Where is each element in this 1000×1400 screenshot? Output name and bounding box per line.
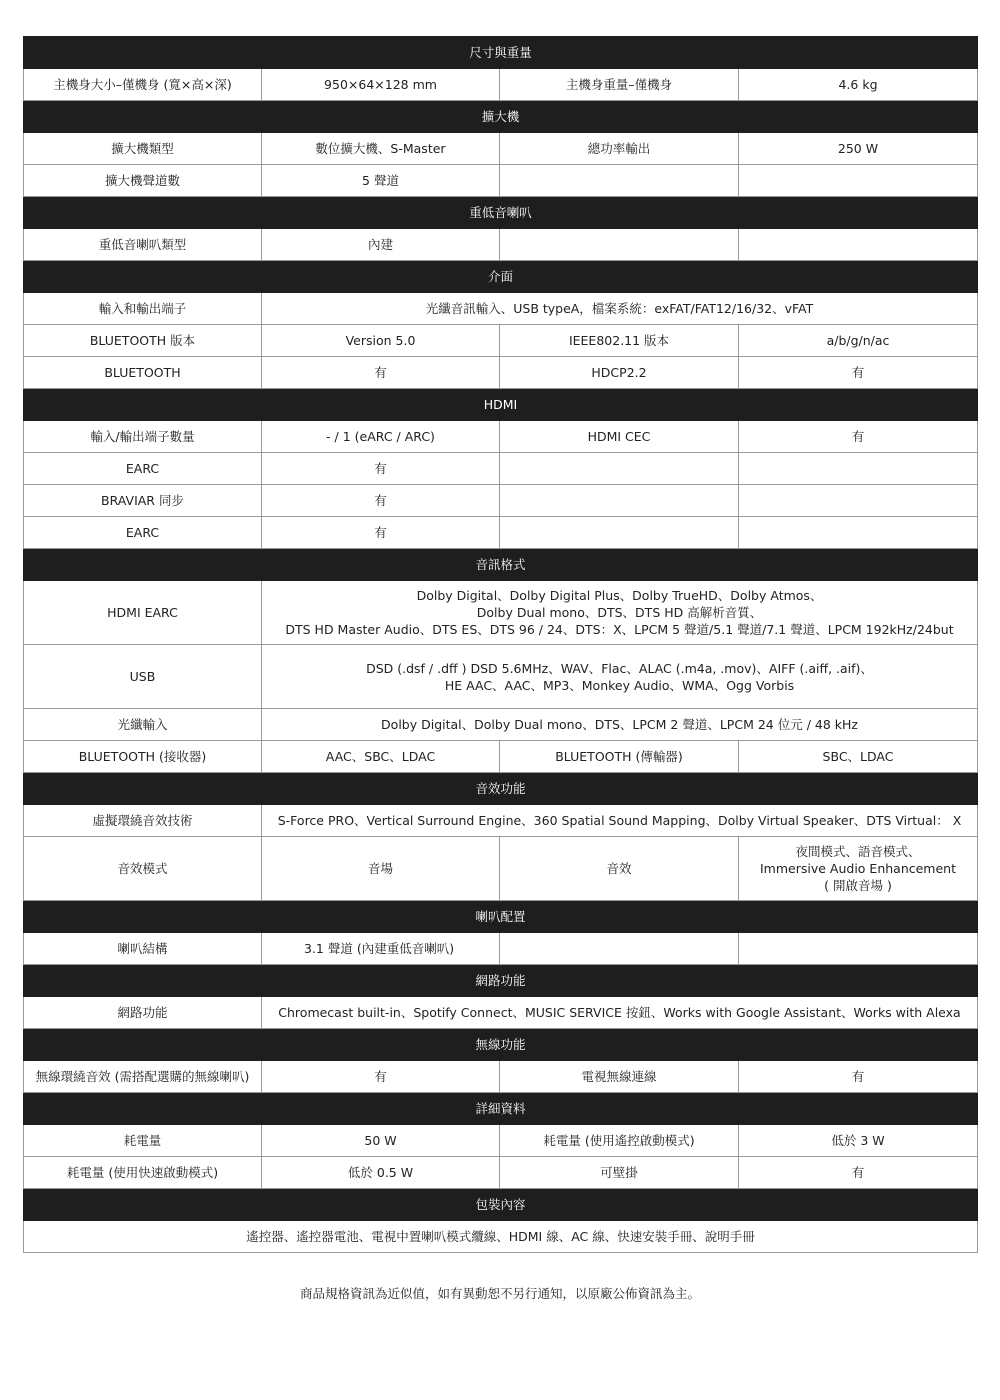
section-title: 詳細資料 [24, 1093, 978, 1125]
spec-value: 950×64×128 mm [262, 69, 500, 101]
spec-row [24, 1221, 978, 1253]
section-header [24, 101, 978, 133]
section-title: 擴大機 [24, 101, 978, 133]
spec-row [24, 1061, 978, 1093]
spec-label: 輸入/輸出端子數量 [24, 421, 262, 453]
spec-label: 音效模式 [24, 837, 262, 901]
spec-label: HDCP2.2 [500, 357, 739, 389]
spec-value: 音場 [262, 837, 500, 901]
spec-value: 低於 0.5 W [262, 1157, 500, 1189]
spec-value: 有 [262, 1061, 500, 1093]
spec-label: 輸入和輸出端子 [24, 293, 262, 325]
section-title: 重低音喇叭 [24, 197, 978, 229]
spec-value: AAC、SBC、LDAC [262, 741, 500, 773]
spec-label: 虛擬環繞音效技術 [24, 805, 262, 837]
section-header [24, 261, 978, 293]
spec-value: a/b/g/n/ac [739, 325, 978, 357]
section-header [24, 197, 978, 229]
spec-label [500, 485, 739, 517]
section-title: 尺寸與重量 [24, 37, 978, 69]
spec-value: 有 [262, 485, 500, 517]
section-title: 喇叭配置 [24, 901, 978, 933]
spec-label: 耗電量 (使用遙控啟動模式) [500, 1125, 739, 1157]
section-header [24, 1029, 978, 1061]
spec-value: 遙控器、遙控器電池、電視中置喇叭模式纜線、HDMI 線、AC 線、快速安裝手冊、說明手冊 [24, 1221, 978, 1253]
spec-label: IEEE802.11 版本 [500, 325, 739, 357]
spec-row [24, 69, 978, 101]
spec-row [24, 837, 978, 901]
spec-row [24, 357, 978, 389]
spec-value: 夜間模式、語音模式、 Immersive Audio Enhancement ( 開啟音場 ) [739, 837, 978, 901]
spec-label: BRAVIAR 同步 [24, 485, 262, 517]
spec-value: 光纖音訊輸入、USB typeA，檔案系統：exFAT/FAT12/16/32、vFAT [262, 293, 978, 325]
section-title: 介面 [24, 261, 978, 293]
spec-label: 擴大機類型 [24, 133, 262, 165]
spec-row [24, 133, 978, 165]
spec-row [24, 165, 978, 197]
spec-row [24, 709, 978, 741]
section-header [24, 549, 978, 581]
spec-label [500, 517, 739, 549]
spec-label: 總功率輸出 [500, 133, 739, 165]
spec-label: 網路功能 [24, 997, 262, 1029]
spec-value: 低於 3 W [739, 1125, 978, 1157]
spec-row [24, 485, 978, 517]
spec-value: DSD (.dsf / .dff ) DSD 5.6MHz、WAV、Flac、ALAC (.m4a, .mov)、AIFF (.aiff, .aif)、 HE AAC、AAC、MP3、Monkey Audio、WMA、Ogg Vorbis [262, 645, 978, 709]
spec-label: BLUETOOTH 版本 [24, 325, 262, 357]
spec-label: 耗電量 (使用快速啟動模式) [24, 1157, 262, 1189]
spec-row [24, 933, 978, 965]
section-header [24, 1093, 978, 1125]
spec-value [739, 485, 978, 517]
section-title: 網路功能 [24, 965, 978, 997]
section-header [24, 389, 978, 421]
spec-row [24, 997, 978, 1029]
spec-value: 有 [262, 453, 500, 485]
spec-label: 主機身大小–僅機身 (寬×高×深) [24, 69, 262, 101]
spec-label: 耗電量 [24, 1125, 262, 1157]
spec-label: 可壁掛 [500, 1157, 739, 1189]
spec-row [24, 581, 978, 645]
spec-label: 喇叭結構 [24, 933, 262, 965]
section-header [24, 901, 978, 933]
spec-row [24, 229, 978, 261]
section-title: HDMI [24, 389, 978, 421]
spec-label: BLUETOOTH [24, 357, 262, 389]
spec-label [500, 453, 739, 485]
spec-label: 電視無線連線 [500, 1061, 739, 1093]
spec-value: Dolby Digital、Dolby Dual mono、DTS、LPCM 2 聲道、LPCM 24 位元 / 48 kHz [262, 709, 978, 741]
spec-label: USB [24, 645, 262, 709]
section-title: 音訊格式 [24, 549, 978, 581]
spec-label: HDMI CEC [500, 421, 739, 453]
spec-value: Chromecast built-in、Spotify Connect、MUSIC SERVICE 按鈕、Works with Google Assistant、Works with Alexa [262, 997, 978, 1029]
spec-table-body [24, 37, 978, 1253]
spec-value: 有 [739, 1061, 978, 1093]
spec-label: 無線環繞音效 (需搭配選購的無線喇叭) [24, 1061, 262, 1093]
spec-row [24, 325, 978, 357]
spec-table [23, 36, 978, 1253]
spec-label [500, 229, 739, 261]
spec-row [24, 293, 978, 325]
spec-row [24, 645, 978, 709]
spec-value: 250 W [739, 133, 978, 165]
spec-value: 有 [262, 517, 500, 549]
spec-row [24, 741, 978, 773]
spec-label: 音效 [500, 837, 739, 901]
spec-value [739, 229, 978, 261]
spec-value: 有 [739, 1157, 978, 1189]
spec-value: 5 聲道 [262, 165, 500, 197]
spec-value: Dolby Digital、Dolby Digital Plus、Dolby TrueHD、Dolby Atmos、 Dolby Dual mono、DTS、DTS HD 高解析音質、 DTS HD Master Audio、DTS ES、DTS 96 / 24、DTS：X、LPCM 5 聲道/5.1 聲道/7.1 聲道、LPCM 192kHz/24but [262, 581, 978, 645]
spec-value [739, 933, 978, 965]
spec-row [24, 421, 978, 453]
spec-value: 3.1 聲道 (內建重低音喇叭) [262, 933, 500, 965]
section-header [24, 965, 978, 997]
spec-label: 擴大機聲道數 [24, 165, 262, 197]
spec-label: HDMI EARC [24, 581, 262, 645]
spec-value: Version 5.0 [262, 325, 500, 357]
section-header [24, 773, 978, 805]
spec-row [24, 1125, 978, 1157]
spec-label: 主機身重量–僅機身 [500, 69, 739, 101]
spec-value: SBC、LDAC [739, 741, 978, 773]
section-title: 無線功能 [24, 1029, 978, 1061]
section-header [24, 37, 978, 69]
spec-label: 光纖輸入 [24, 709, 262, 741]
spec-value: 有 [739, 357, 978, 389]
spec-value: 有 [739, 421, 978, 453]
spec-label: BLUETOOTH (傳輸器) [500, 741, 739, 773]
section-title: 包裝內容 [24, 1189, 978, 1221]
spec-label [500, 933, 739, 965]
spec-value: 內建 [262, 229, 500, 261]
spec-label: 重低音喇叭類型 [24, 229, 262, 261]
spec-label [500, 165, 739, 197]
spec-row [24, 1157, 978, 1189]
spec-value [739, 165, 978, 197]
spec-value: 4.6 kg [739, 69, 978, 101]
spec-row [24, 517, 978, 549]
spec-label: EARC [24, 453, 262, 485]
spec-value: 50 W [262, 1125, 500, 1157]
spec-row [24, 453, 978, 485]
spec-value: 有 [262, 357, 500, 389]
section-title: 音效功能 [24, 773, 978, 805]
spec-value: S-Force PRO、Vertical Surround Engine、360 Spatial Sound Mapping、Dolby Virtual Speaker、DTS Virtual： X [262, 805, 978, 837]
footer-note: 商品規格資訊為近似值，如有異動恕不另行通知，以原廠公佈資訊為主。 [299, 1286, 700, 1301]
spec-value: - / 1 (eARC / ARC) [262, 421, 500, 453]
spec-value [739, 517, 978, 549]
spec-value: 數位擴大機、S-Master [262, 133, 500, 165]
spec-value [739, 453, 978, 485]
section-header [24, 1189, 978, 1221]
spec-row [24, 805, 978, 837]
spec-label: EARC [24, 517, 262, 549]
spec-label: BLUETOOTH (接收器) [24, 741, 262, 773]
